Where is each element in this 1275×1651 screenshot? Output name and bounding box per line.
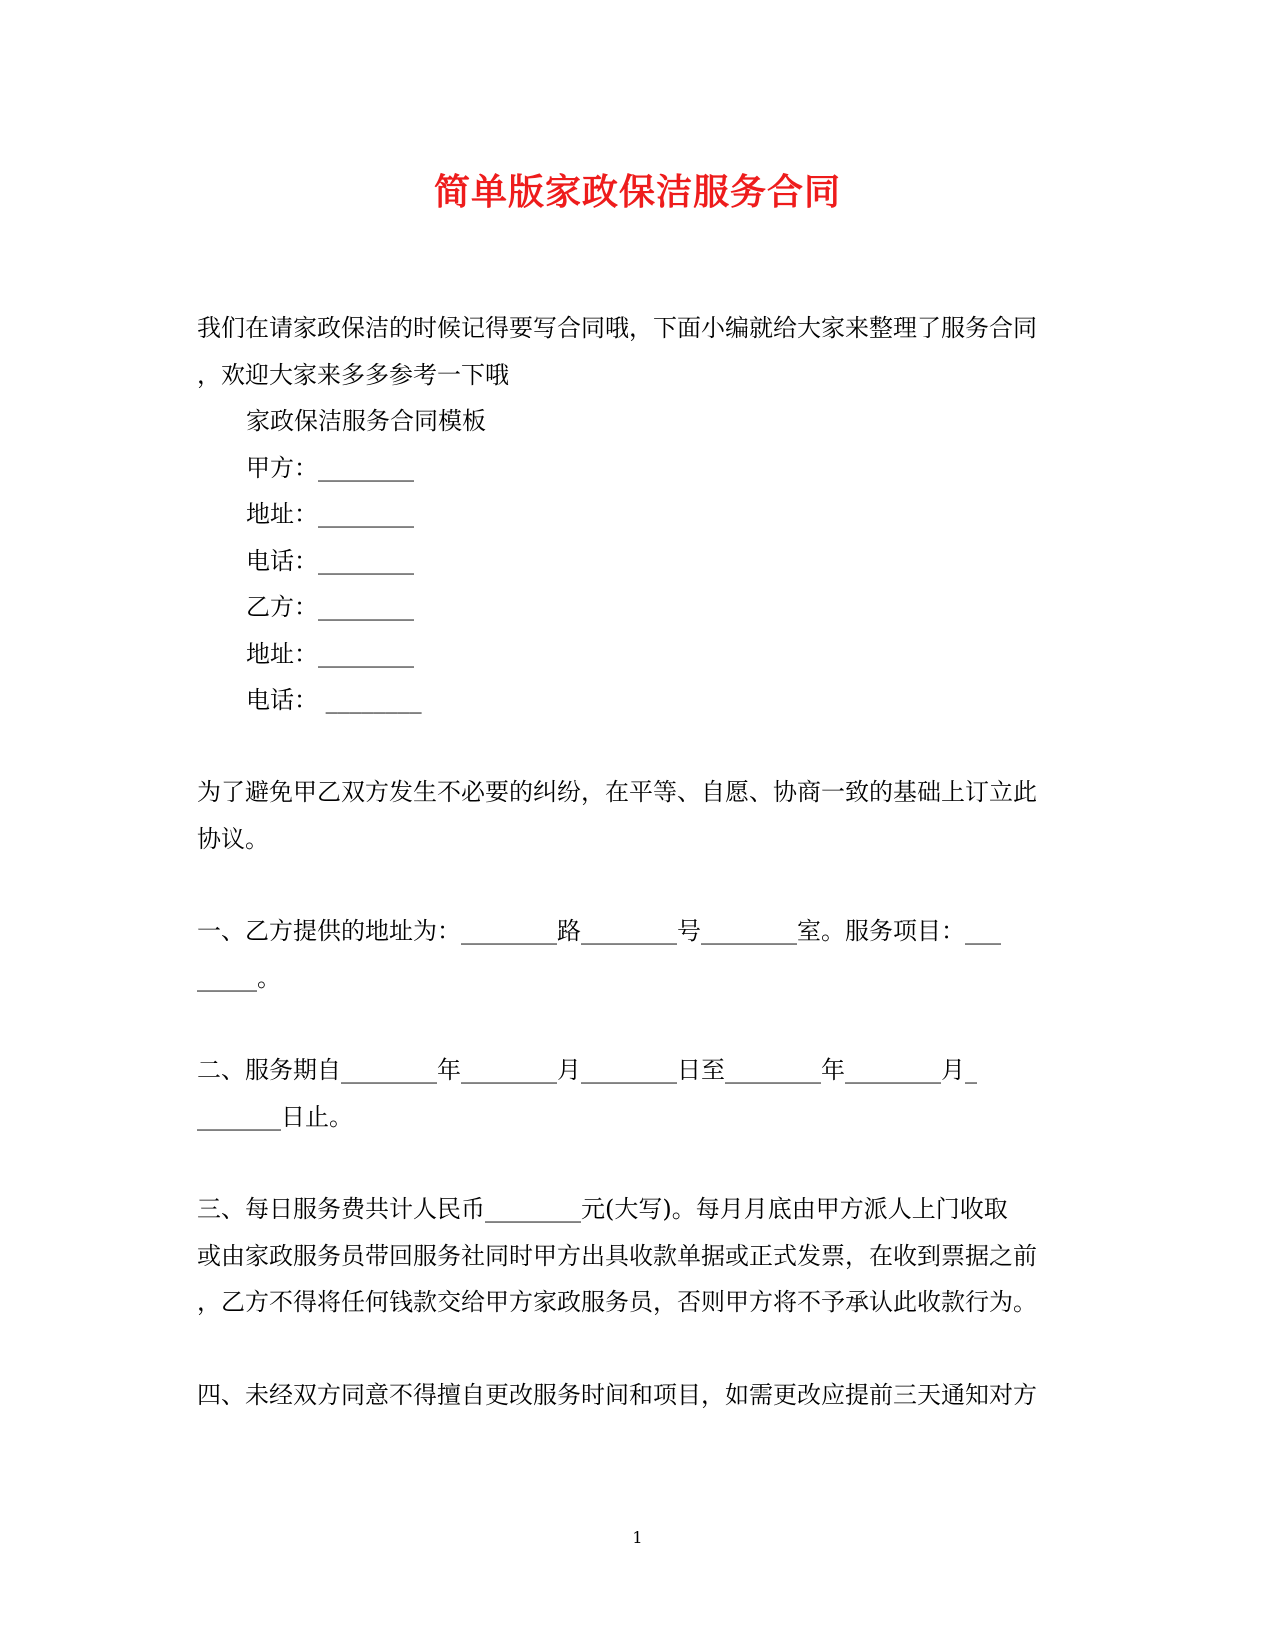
clause-4-line-1: 四、未经双方同意不得擅自更改服务时间和项目，如需更改应提前三天通知对方 bbox=[197, 1381, 1037, 1409]
party-a-phone: 电话：________ bbox=[246, 547, 414, 575]
clause-1-line-2: _____。 bbox=[197, 964, 281, 992]
party-a-address: 地址：________ bbox=[246, 500, 414, 528]
page-number: 1 bbox=[632, 1528, 643, 1547]
template-title: 家政保洁服务合同模板 bbox=[246, 407, 486, 435]
party-b-address: 地址：________ bbox=[246, 640, 414, 668]
intro-line-2: ，欢迎大家来多多参考一下哦 bbox=[197, 361, 509, 389]
clause-2-line-1: 二、服务期自________年________月________日至________年________月_ bbox=[197, 1056, 977, 1084]
party-a-name: 甲方：________ bbox=[246, 454, 414, 482]
document-title: 简单版家政保洁服务合同 bbox=[433, 171, 841, 213]
intro-line-1: 我们在请家政保洁的时候记得要写合同哦，下面小编就给大家来整理了服务合同 bbox=[197, 314, 1037, 342]
party-b-phone: 电话： ________ bbox=[246, 686, 422, 714]
clause-2-line-2: _______日止。 bbox=[197, 1103, 353, 1131]
clause-3-line-3: ，乙方不得将任何钱款交给甲方家政服务员，否则甲方将不予承认此收款行为。 bbox=[197, 1288, 1037, 1316]
preamble-line-2: 协议。 bbox=[197, 825, 269, 853]
clause-1-line-1: 一、乙方提供的地址为：________路________号________室。服务项目：___ bbox=[197, 917, 1001, 945]
party-b-name: 乙方：________ bbox=[246, 593, 414, 621]
clause-3-line-2: 或由家政服务员带回服务社同时甲方出具收款单据或正式发票，在收到票据之前 bbox=[197, 1242, 1037, 1270]
clause-3-line-1: 三、每日服务费共计人民币________元(大写)。每月月底由甲方派人上门收取 bbox=[197, 1195, 1008, 1223]
preamble-line-1: 为了避免甲乙双方发生不必要的纠纷，在平等、自愿、协商一致的基础上订立此 bbox=[197, 778, 1037, 806]
